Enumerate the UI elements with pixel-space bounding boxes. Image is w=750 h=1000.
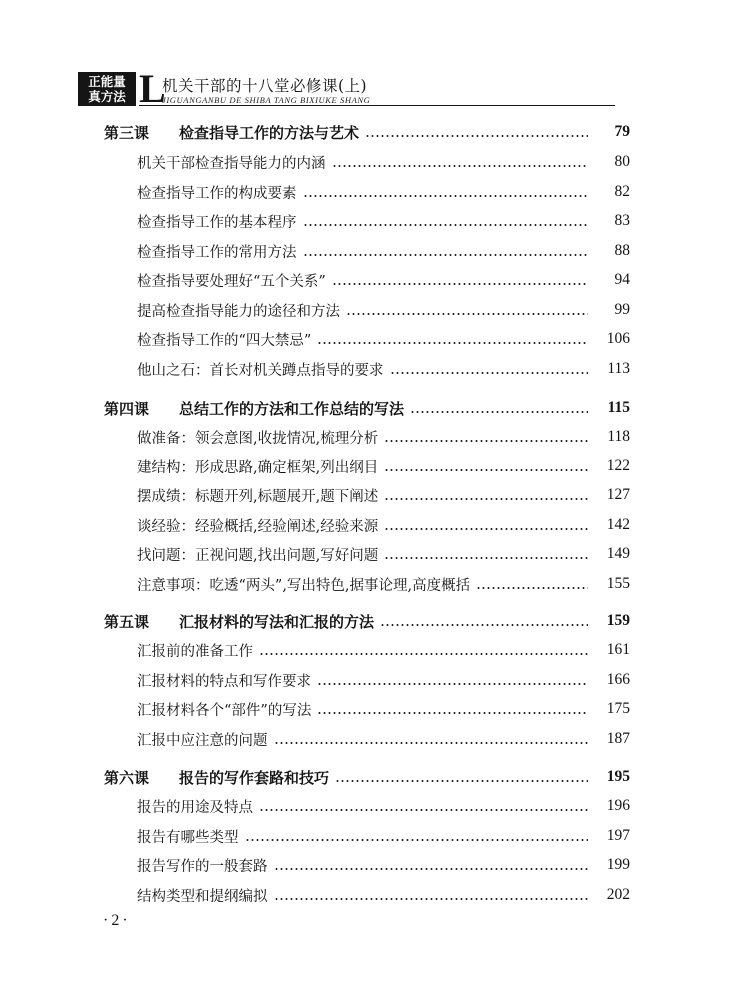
section-title: 结构类型和提纲编拟: [137, 888, 268, 905]
page-ref: 94: [614, 271, 630, 288]
toc-section-entry[interactable]: [0, 793, 750, 819]
section-title: 检查指导工作的“四大禁忌”: [137, 332, 312, 349]
page-ref: 195: [606, 768, 630, 785]
chapter-number: 第六课: [104, 768, 150, 787]
chapter-number: 第四课: [104, 399, 150, 418]
toc-section-entry[interactable]: [0, 882, 750, 908]
toc-section-entry[interactable]: [0, 424, 750, 450]
section-title: 汇报材料的特点和写作要求: [137, 673, 311, 690]
toc-section-entry[interactable]: [0, 512, 750, 538]
running-header: [78, 66, 618, 111]
toc-section-entry[interactable]: [0, 297, 750, 323]
section-title: 检查指导工作的常用方法: [137, 244, 297, 261]
dot-leader: [259, 653, 588, 655]
chapter-title: 报告的写作套路和技巧: [179, 768, 330, 787]
page-ref: 106: [606, 330, 630, 347]
page-ref: 79: [614, 123, 630, 140]
dot-leader: [303, 195, 589, 197]
toc-chapter-entry[interactable]: [0, 608, 750, 634]
dot-leader: [317, 683, 588, 685]
dot-leader: [384, 440, 588, 442]
toc-chapter-entry[interactable]: [0, 395, 750, 421]
page-ref: 127: [606, 486, 630, 503]
dot-leader: [410, 411, 588, 413]
section-title: 报告写作的一般套路: [137, 858, 268, 875]
toc-section-entry[interactable]: [0, 453, 750, 479]
dot-leader: [384, 528, 588, 530]
chapter-heading: [0, 122, 359, 143]
dot-leader: [346, 313, 588, 315]
page-ref: 175: [606, 700, 630, 717]
toc-section-entry[interactable]: [0, 149, 750, 175]
dot-leader: [332, 283, 588, 285]
section-title: 建结构：形成思路,确定框架,列出纲目: [137, 459, 379, 476]
page-ref: 155: [606, 575, 630, 592]
section-title: 机关干部检查指导能力的内涵: [137, 155, 326, 172]
chapter-heading: [0, 767, 329, 788]
section-title: 检查指导要处理好“五个关系”: [137, 273, 326, 290]
section-title: 汇报前的准备工作: [137, 643, 253, 660]
toc-section-entry[interactable]: [0, 208, 750, 234]
chapter-heading: [0, 398, 404, 419]
toc-section-entry[interactable]: [0, 179, 750, 205]
page-ref: 122: [606, 457, 630, 474]
dot-leader: [384, 469, 588, 471]
page-ref: 113: [607, 360, 630, 377]
badge-line-2: 真方法: [88, 89, 126, 104]
page-ref: 115: [607, 399, 630, 416]
page-ref: 202: [606, 886, 630, 903]
section-title: 汇报中应注意的问题: [137, 732, 268, 749]
section-title: 他山之石：首长对机关蹲点指导的要求: [137, 362, 384, 379]
dot-leader: [476, 587, 588, 589]
chapter-number: 第三课: [104, 123, 150, 142]
dot-leader: [303, 224, 589, 226]
section-title: 注意事项：吃透“两头”,写出特色,据事论理,高度概括: [137, 577, 471, 594]
page-ref: 80: [614, 153, 630, 170]
page-ref: 99: [614, 301, 630, 318]
book-title: 机关干部的十八堂必修课(上): [162, 77, 368, 95]
section-title: 做准备：领会意图,收拢情况,梳理分析: [137, 430, 379, 447]
section-title: 报告的用途及特点: [137, 799, 253, 816]
dot-leader: [384, 498, 588, 500]
page-ref: 82: [614, 183, 630, 200]
toc-chapter-entry[interactable]: [0, 764, 750, 790]
chapter-title: 检查指导工作的方法与艺术: [179, 123, 360, 142]
section-title: 找问题：正视问题,找出问题,写好问题: [137, 547, 379, 564]
toc-section-entry[interactable]: [0, 726, 750, 752]
section-title: 提高检查指导能力的途径和方法: [137, 303, 340, 320]
page-ref: 199: [606, 856, 630, 873]
toc-section-entry[interactable]: [0, 326, 750, 352]
chapter-title: 汇报材料的写法和汇报的方法: [179, 612, 375, 631]
toc-section-entry[interactable]: [0, 541, 750, 567]
dot-leader: [332, 165, 589, 167]
section-title: 检查指导工作的基本程序: [137, 214, 297, 231]
toc-section-entry[interactable]: [0, 238, 750, 264]
dot-leader: [274, 868, 589, 870]
dot-leader: [274, 742, 589, 744]
section-title: 摆成绩：标题开列,标题展开,题下阐述: [137, 488, 379, 505]
dot-leader: [317, 342, 588, 344]
dot-leader: [303, 254, 589, 256]
page-ref: 159: [606, 612, 630, 629]
dot-leader: [380, 624, 588, 626]
chapter-title: 总结工作的方法和工作总结的写法: [179, 399, 405, 418]
page-number: ·2·: [103, 912, 131, 929]
toc-section-entry[interactable]: [0, 356, 750, 382]
toc-section-entry[interactable]: [0, 823, 750, 849]
toc-section-entry[interactable]: [0, 667, 750, 693]
page-ref: 196: [606, 797, 630, 814]
series-badge: [78, 72, 136, 106]
toc-section-entry[interactable]: [0, 267, 750, 293]
page-ref: 149: [606, 545, 630, 562]
toc-chapter-entry[interactable]: [0, 119, 750, 145]
chapter-number: 第五课: [104, 612, 150, 631]
badge-line-1: 正能量: [88, 74, 126, 89]
page-ref: 166: [606, 671, 630, 688]
chapter-heading: [0, 611, 374, 632]
page-ref: 118: [607, 428, 630, 445]
section-title: 汇报材料各个“部件”的写法: [137, 702, 312, 719]
dot-leader: [245, 839, 589, 841]
header-logo-letter: L: [139, 66, 166, 111]
page-ref: 142: [606, 516, 630, 533]
section-title: 报告有哪些类型: [137, 829, 239, 846]
dot-leader: [335, 780, 588, 782]
page-ref: 161: [606, 641, 630, 658]
dot-leader: [384, 557, 588, 559]
toc-section-entry[interactable]: [0, 571, 750, 597]
toc-section-entry[interactable]: [0, 696, 750, 722]
section-title: 检查指导工作的构成要素: [137, 185, 297, 202]
section-title: 谈经验：经验概括,经验阐述,经验来源: [137, 518, 379, 535]
dot-leader: [274, 898, 589, 900]
toc-section-entry[interactable]: [0, 852, 750, 878]
toc-section-entry[interactable]: [0, 482, 750, 508]
page-ref: 83: [614, 212, 630, 229]
book-title-pinyin: JIGUANGANBU DE SHIBA TANG BIXIUKE SHANG: [162, 95, 371, 105]
dot-leader: [365, 135, 588, 137]
page-ref: 187: [606, 730, 630, 747]
toc-section-entry[interactable]: [0, 637, 750, 663]
dot-leader: [259, 809, 588, 811]
header-rule: [139, 105, 615, 106]
dot-leader: [317, 712, 588, 714]
page-ref: 197: [606, 827, 630, 844]
page-ref: 88: [614, 242, 630, 259]
dot-leader: [390, 372, 589, 374]
